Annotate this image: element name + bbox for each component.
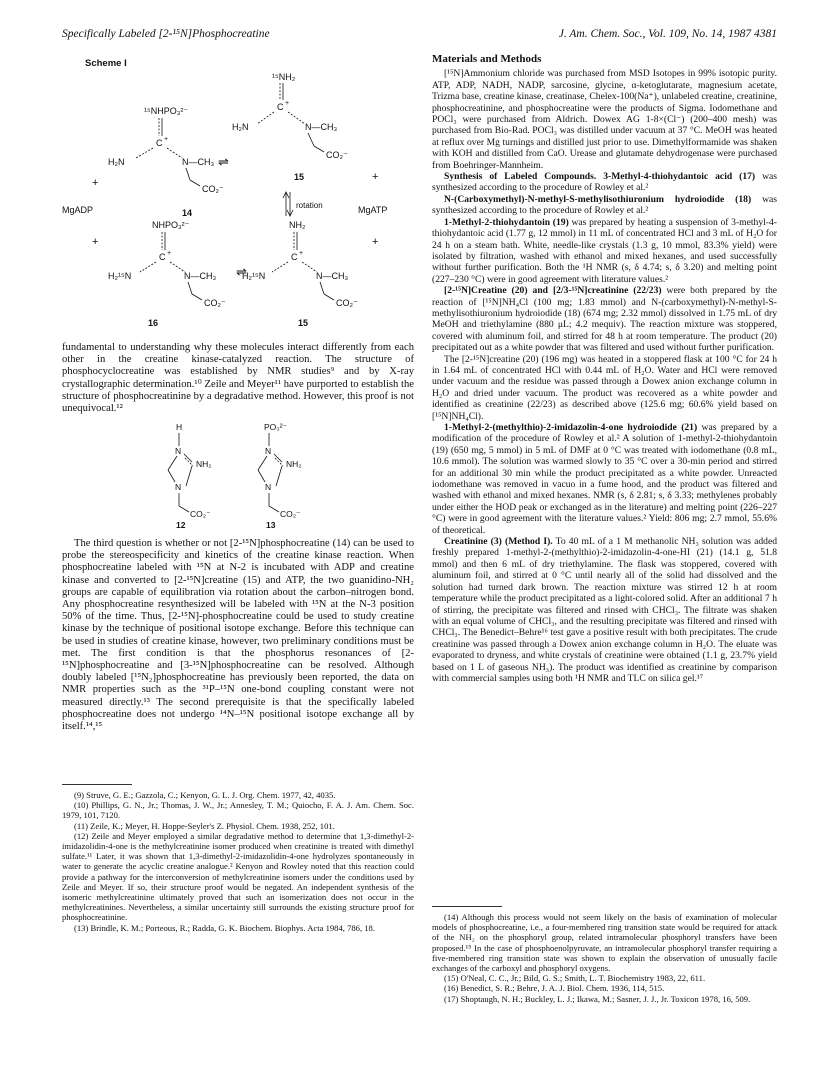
label-15nh2-top: ¹⁵NH₂ (272, 72, 296, 82)
label-15nhpo3: ¹⁵NHPO₃²⁻ (144, 106, 189, 116)
label-c-plus-top: C (277, 102, 284, 112)
footnote-11: (11) Zeile, K.; Meyer, H. Hoppe-Seyler's Z. Physiol. Chem. 1938, 252, 101. (74, 820, 335, 831)
plus-charge-bottom-left: + (167, 250, 172, 257)
left-footnotes (62, 790, 414, 933)
left-paragraph-1 (62, 342, 414, 415)
label-n-13-top: N (265, 446, 272, 456)
plus-right-1: + (372, 171, 379, 183)
section-heading-materials: Materials and Methods (432, 53, 542, 65)
label-h215n-bottom-right: H₂¹⁵N (242, 271, 266, 281)
right-column (432, 54, 777, 684)
synthesis-20-heading: [2-¹⁵N]Creatine (20) and [2/3-¹⁵N]creatinine (22/23) (444, 285, 662, 297)
synthesis-18-heading: N-(Carboxymethyl)-N-methyl-S-methylisothiuronium hydroiodide (18) (444, 193, 752, 205)
structures-12-13-diagram (140, 420, 340, 530)
label-nh2-13: NH₂ (286, 459, 302, 469)
plus-charge-bottom-right: + (299, 250, 304, 257)
synthesis-19-text: was prepared by heating a suspension of 3-methyl-4-thiohydantoic acid (1.77 g, 12 mmol) in 11 mL of concentrated HCl and 3 mL of H₂O for 24 h on a steam bath. White, needle-like crystals (1.3 g, 10 mmol, 83.3% yield) were isolated by filtration, washed with ethanol and mixed hexanes, and used successfully without further purification. Both the ¹H NMR (s, δ 4.74; s, δ 3.20) and melting point (227–230 °C) were in good agreement with literature values.² (432, 216, 777, 285)
footnote-9: (9) Struve, G. E.; Gazzola, C.; Kenyon, G. L. J. Org. Chem. 1977, 42, 4035. (74, 790, 336, 800)
compound-16-number: 16 (148, 318, 159, 328)
label-nch3-bottom-left: N—CH₃ (184, 271, 217, 281)
equilibrium-arrow-bottom: ⇌ (236, 264, 247, 279)
synthesis-21-heading: 1-Methyl-2-(methylthio)-2-imidazolin-4-one hydroiodide (21) (444, 422, 698, 433)
label-co2-bottom-right: CO₂⁻ (336, 298, 358, 308)
footnote-14: (14) Although this process would not seem likely on the basis of examination of molecular models of phosphocreatine, i.e., a four-membered ring transition state would be required for attack of the NH₂ on the phosphoryl group, related intramolecular phosphoryl transfers have been proposed.¹⁵ In the case of phosphoenolpyruvate, an intramolecular phosphoryl transfer requiring a five-membered ring transition state was shown to explain the observation of unusually facile exchanges of the carboxyl and phosphoryl oxygens. (432, 912, 777, 974)
running-header-journal: J. Am. Chem. Soc., Vol. 109, No. 14, 1987 4381 (558, 28, 777, 40)
left-paragraph-2-text: The third question is whether or not [2-¹⁵N]phosphocreatine (14) can be used to probe the stereospecificity and kinetics of the creatine kinase reaction. When phosphocreatine labeled with ¹⁵N at N-2 is incubated with ADP and creatine kinase and converted to [2-¹⁵N]creatine (15) and ATP, the two guanidino-NH₂ groups are capable of equilibration via rotation about the carbon–nitrogen bond. Any phosphocreatine resynthesized will be labeled with ¹⁵N at the N-3 position 50% of the time. Thus, [2-¹⁵N]-phosphocreatine could be used to study creatine kinase by the technique of positional isotope exchange. Before this technique can be used in studies of creatine kinase, however, two preliminary conditions must be met. The first condition is that the phosphorus resonances of [2-¹⁵N]phosphocreatine and [3-¹⁵N]phosphocreatine can be resolved. Although doubly labeled [¹⁵N₂]phosphocreatine has previously been reported, the data on NMR properties such as the ³¹P–¹⁵N one-bond coupling constant were not measured directly.¹³ The second prerequisite is that the specifically labeled phosphocreatine does not undergo ¹⁴N–¹⁵N positional isotope exchange all by itself.¹⁴,¹⁵ (62, 538, 414, 733)
synthesis-19-heading: 1-Methyl-2-thiohydantoin (19) (444, 216, 569, 228)
label-po3-13: PO₃²⁻ (264, 422, 288, 432)
label-n-12-bottom: N (175, 482, 182, 492)
footnote-rule-right (432, 906, 502, 907)
synthesis-17-paragraph (432, 171, 777, 194)
footnote-rule-left (62, 784, 132, 785)
synthesis-21-paragraph (432, 422, 777, 536)
footnote-15: (15) O'Neal, C. C., Jr.; Bild, G. S.; Smith, L. T. Biochemistry 1983, 22, 611. (444, 973, 706, 984)
label-n-12-top: N (175, 446, 182, 456)
label-nch3-top: N—CH₃ (305, 122, 338, 132)
label-h-12: H (176, 422, 183, 432)
plus-charge-left: + (164, 136, 169, 143)
label-h215n-bottom-left: H₂¹⁵N (108, 271, 132, 281)
synthesis-19-paragraph (432, 217, 777, 285)
synthesis-17-heading: Synthesis of Labeled Compounds. 3-Methyl-4-thiohydantoic acid (17) (444, 171, 756, 183)
scheme-title: Scheme I (85, 58, 127, 69)
rotation-label: rotation (296, 201, 323, 210)
compound-14-number: 14 (182, 208, 193, 218)
creatinine-method-heading: Creatinine (3) (Method I). (444, 536, 553, 548)
synthesis-18-paragraph (432, 194, 777, 217)
equilibrium-arrow-top: ⇌ (218, 154, 229, 169)
label-co2-top: CO₂⁻ (326, 150, 348, 160)
right-footnotes (432, 912, 777, 1004)
label-co2-bottom-left: CO₂⁻ (204, 298, 226, 308)
compound-12-number: 12 (176, 520, 186, 530)
plus-right-2: + (372, 236, 379, 248)
materials-paragraph: [¹⁵N]Ammonium chloride was purchased from MSD Isotopes in 99% isotopic purity. ATP, ADP, NADH, NADP, sarcosine, glycine, α-ketoglutarate, magnesium acetate, Trizma base, creatine kinase, creatinase, Chelex-100(Na⁺), unlabeled creatine, creatinine, phosphocreatinine, and phosphocreatine were the products of Sigma. Iodomethane and POCl₃ were purchased from Aldrich. Dowex AG 1-8×(Cl⁻) (200–400 mesh) was purchased from Bio-Rad. POCl₃ was distilled under vacuum at 37 °C. MeOH was heated at reflux over Mg turnings and distilled just prior to use. Dimethylformamide was shaken with KOH and distilled from CaO. Urease and glutamate dehydrogenase were purchased from Boehringer-Mannheim. (432, 68, 777, 171)
label-co2-12: CO₂⁻ (190, 509, 211, 519)
compound-15-top-number: 15 (294, 172, 305, 182)
label-nh2-bottom-right: NH₂ (289, 220, 306, 230)
footnote-10: (10) Phillips, G. N., Jr.; Thomas, J. W., Jr.; Annesley, T. M.; Quiocho, F. A. J. Am. Chem. Soc. 1979, 101, 7120. (62, 800, 414, 821)
label-nh2-12: NH₂ (196, 459, 212, 469)
compound-15-bottom-number: 15 (298, 318, 309, 328)
compound-13-number: 13 (266, 520, 276, 530)
label-h2n-left: H₂N (108, 157, 125, 167)
plus-left-2: + (92, 236, 99, 248)
mgatp-label: MgATP (358, 205, 388, 215)
label-c-plus-bottom-right: C (291, 252, 298, 262)
synthesis-20-paragraph (432, 285, 777, 353)
synthesis-17-text: was synthesized according to the procedure of Rowley et al.² (432, 171, 777, 194)
label-n-13-bottom: N (265, 482, 272, 492)
label-h2n-top: H₂N (232, 122, 249, 132)
creatinine-hydrolysis-paragraph: The [2-¹⁵N]creatine (20) (196 mg) was heated in a stoppered flask at 100 °C for 24 h in 1.64 mL of concentrated HCl with 0.44 mL of H₂O. Water and HCl were removed under vacuum and the residue was passed through a Dowex anion exchange column in H₂O and dried under vacuum. The product was recovered as a white powder and identified as creatinine (22/23) as described above (125.6 mg; 60.6% yield based on [¹⁵N]NH₄Cl). (432, 353, 777, 422)
scheme-i-diagram (62, 68, 414, 330)
synthesis-21-text: was prepared by a modification of the procedure of Rowley et al.² A solution of 1-methyl-2-thiohydantoin (19) (650 mg, 5 mmol) in 5 mL of DMF at 0 °C was treated with iodomethane (0.8 mL, 10.6 mmol). The solution was warmed slowly to 35 °C over a 30-min period and stirred for an additional 30 min while the product precipitated as a white powder. Unreacted iodomethane was removed in vacuo in a fume hood, and the product was filtered and washed with ethanol and mixed hexanes. NMR (s, δ 2.81; s, δ 3.33; methylenes probably under either the HOD peak or exchanged as in the literature) and melting point (226–227 °C) were in good agreement with the literature values.² Yield: 806 mg; 2.7 mmol, 55.6% of theoretical. (432, 422, 777, 536)
label-co2-left: CO₂⁻ (202, 184, 224, 194)
running-header-title: Specifically Labeled [2-¹⁵N]Phosphocreatine (62, 28, 270, 40)
mgadp-label: MgADP (62, 205, 94, 215)
label-nhpo3-bottom: NHPO₃²⁻ (152, 220, 190, 230)
label-c-plus-bottom-left: C (159, 252, 166, 262)
label-nch3-bottom-right: N—CH₃ (316, 271, 349, 281)
footnote-16: (16) Benedict, S. R.; Behre, J. A. J. Biol. Chem. 1936, 114, 515. (444, 983, 665, 994)
label-co2-13: CO₂⁻ (280, 509, 301, 519)
left-paragraph-1-text: fundamental to understanding why these molecules interact differently from each other in the creatine kinase-catalyzed reaction. The structure of phosphocyclocreatine was established by NMR studies⁹ and by X-ray crystallographic determination.¹⁰ Zeile and Meyer¹¹ have purported to establish the structure of phosphocreatinine by a degradative method. However, this proof is not unequivocal.¹² (62, 342, 414, 415)
left-paragraph-2 (62, 538, 414, 733)
label-nch3-left: N—CH₃ (182, 157, 215, 167)
footnote-17: (17) Shoptaugh, N. H.; Buckley, L. J.; Ikawa, M.; Sasner, J. J., Jr. Toxicon 1978, 16, 509. (444, 993, 751, 1004)
label-c-plus-left: C (156, 138, 163, 148)
synthesis-20-text: were both prepared by the reaction of [¹⁵N]NH₄Cl (100 mg; 1.83 mmol) and N-(carboxymethyl)-N-methyl-S-methylisothiuronium hydroiodide (18) (674 mg; 2.32 mmol) dissolved in 1.75 mL of dry MeOH and triethylamine (880 μL; 4.2 mequiv). The reaction mixture was stoppered, covered with aluminum foil, and stirred for 48 h at room temperature. The product (20) precipitated out as a white powder that was filtered and used without further purification. (432, 285, 778, 354)
plus-left-1: + (92, 177, 99, 189)
synthesis-18-text: was synthesized according to the procedure of Rowley et al.² (432, 193, 777, 217)
creatinine-method-paragraph (432, 536, 777, 684)
footnote-13: (13) Brindle, K. M.; Porteous, R.; Radda, G. K. Biochem. Biophys. Acta 1984, 786, 18. (74, 922, 375, 933)
plus-charge-top: + (285, 100, 290, 107)
creatinine-method-text: To 40 mL of a 1 M methanolic NH₃ solution was added freshly prepared 1-methyl-2-(methylthio)-2-imidazolin-4-one-HI (21) (14.1 g, 51.8 mmol) and then 6 mL of dry triethylamine. The flask was stoppered, covered with aluminum foil, and stirred at 0 °C until nearly all of the solid had dissolved and the solution had turned dark brown. The reaction mixture was stirred 12 h at room temperature while the product precipitated as a light-colored solid. After an additional 7 h of stirring, the precipitate was filtered and rinsed with CHCl₃. The filtrate was shaken with an equal volume of CHCl₃, and the resulting precipitate was filtered and rinsed with CHCl₃. The Benedict–Behre¹⁶ test gave a positive result with both precipitates. The crude creatinine was passed through a Dowex anion exchange column in H₂O. The eluate was evaporated to dryness, and white crystals of creatinine were obtained (1.1 g, 23.7% yield based on 1 L of gaseous NH₃). The product was identified as creatinine by comparison with commercial samples using both ¹H NMR and TLC on silica gel.¹⁷ (432, 536, 777, 684)
footnote-12: (12) Zeile and Meyer employed a similar degradative method to determine that 1,3-dimethyl-2-imidazolidin-4-one is the methylcreatinine isomer produced when creatinine is treated with dimethyl sulfate.¹¹ Later, it was shown that 1,3-dimethyl-2-imidazolidin-4-one hydrolyzes spontaneously in water to generate the acyclic creatine analogue.² Kenyon and Rowley noted that this reaction could provide a pathway for the interconversion of methylcreatinine isomers under the conditions used by Zeile and Meyer. If so, their structure proof would be negated. An independent synthesis of the isomeric methylcreatinine ultimately proved that such an isomerization does not occur in the methylcreatinines. Nevertheless, a similar uncertainty still surrounds the existing structure proof for phosphocreatinine. (62, 830, 414, 923)
